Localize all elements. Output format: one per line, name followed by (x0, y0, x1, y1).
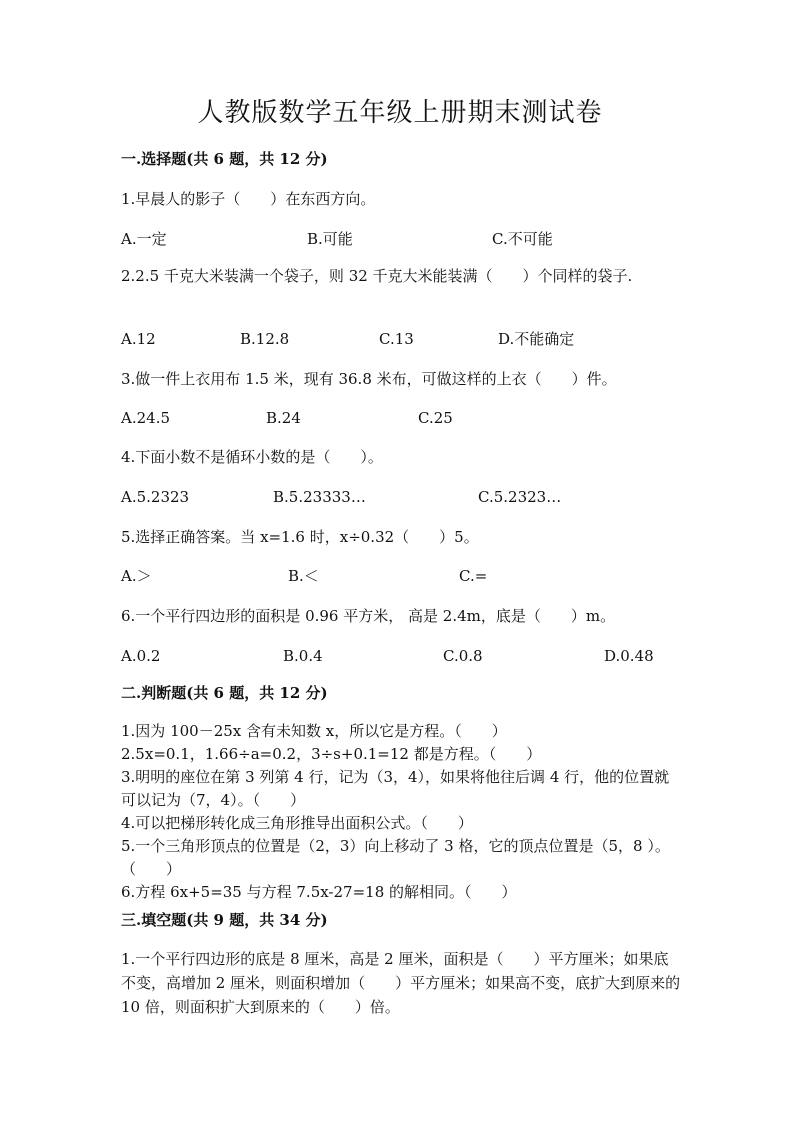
option-b: B.可能 (307, 230, 353, 248)
option-b: B.24 (266, 409, 301, 427)
option-d: D.不能确定 (498, 330, 575, 348)
question-5: 5.选择正确答案。当 x=1.6 时，x÷0.32（ ）5。 (121, 528, 479, 546)
option-c: C.13 (379, 330, 414, 348)
judgment-item-1: 1.因为 100－25x 含有未知数 x，所以它是方程。（ ） (121, 722, 507, 740)
option-c: C.不可能 (492, 230, 553, 248)
question-1: 1.早晨人的影子（ ）在东西方向。 (121, 190, 376, 208)
option-b: B.0.4 (283, 647, 323, 665)
fill-blank-item-1: 1.一个平行四边形的底是 8 厘米，高是 2 厘米，面积是（ ）平方厘米；如果底不变，高增加 2 厘米，则面积增加（ ）平方厘米；如果高不变，底扩大到原来的 10 倍，则面积扩大到原来的（ ）倍。 (121, 950, 681, 1016)
question-2-options (121, 327, 681, 351)
option-a: A.24.5 (121, 409, 170, 427)
question-1-options (121, 227, 681, 251)
option-b: B.5.23333… (273, 488, 366, 506)
option-a: A.一定 (121, 230, 167, 248)
section-heading-judgment: 二.判断题(共 6 题，共 12 分) (121, 684, 328, 702)
option-c: C.5.2323… (478, 488, 562, 506)
question-4: 4.下面小数不是循环小数的是（ ）。 (121, 448, 383, 466)
option-c: C.25 (418, 409, 453, 427)
judgment-item-2: 2.5x=0.1，1.66÷a=0.2，3÷s+0.1=12 都是方程。（ ） (121, 745, 542, 763)
section-heading-fill-blank: 三.填空题(共 9 题，共 34 分) (121, 911, 328, 929)
option-a: A.＞ (121, 567, 152, 585)
judgment-item-4: 4.可以把梯形转化成三角形推导出面积公式。（ ） (121, 814, 473, 832)
section-heading-choice: 一.选择题(共 6 题，共 12 分) (121, 150, 328, 168)
option-c: C.= (459, 567, 488, 585)
judgment-item-3: 3.明明的座位在第 3 列第 4 行，记为（3，4），如果将他往后调 4 行，他的位置就可以记为（7，4）。（ ） (121, 768, 670, 809)
judgment-item-6: 6.方程 6x+5=35 与方程 7.5x-27=18 的解相同。（ ） (121, 883, 517, 901)
exam-title: 人教版数学五年级上册期末测试卷 (197, 98, 603, 128)
option-a: A.12 (121, 330, 156, 348)
judgment-item-5: 5.一个三角形顶点的位置是（2，3）向上移动了 3 格，它的顶点位置是（5，8 ）。（ ） (121, 837, 670, 878)
question-2: 2.2.5 千克大米装满一个袋子，则 32 千克大米能装满（ ）个同样的袋子. (121, 267, 633, 285)
option-b: B.＜ (288, 567, 319, 585)
option-a: A.0.2 (121, 647, 161, 665)
judgment-list (121, 720, 683, 904)
question-6: 6.一个平行四边形的面积是 0.96 平方米， 高是 2.4m，底是（ ）m。 (121, 607, 616, 625)
option-d: D.0.48 (604, 647, 654, 665)
question-6-options (121, 644, 681, 668)
question-3-options (121, 406, 681, 430)
question-3: 3.做一件上衣用布 1.5 米，现有 36.8 米布，可做这样的上衣（ ）件。 (121, 370, 617, 388)
option-c: C.0.8 (443, 647, 483, 665)
question-5-options (121, 564, 681, 588)
option-a: A.5.2323 (121, 488, 190, 506)
question-4-options (121, 485, 681, 509)
option-b: B.12.8 (240, 330, 290, 348)
